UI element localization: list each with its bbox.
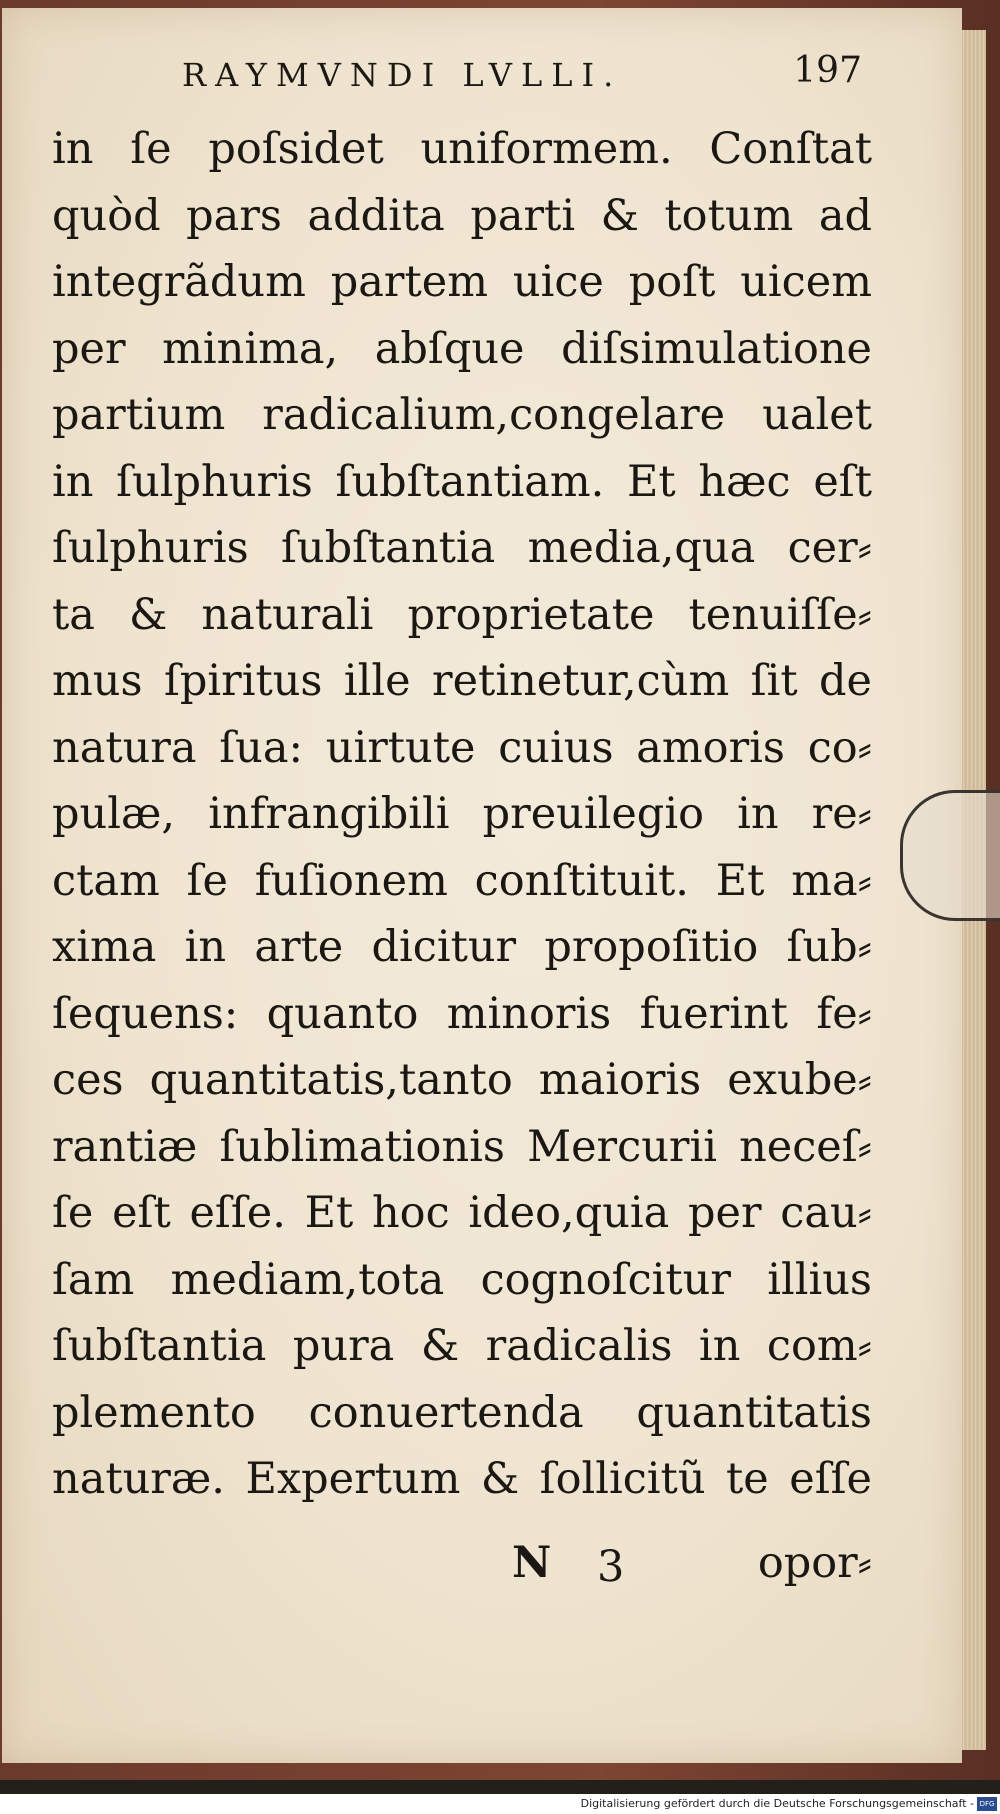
text-line: ſulphuris ſubſtantia media,qua cer⸗ [52, 523, 872, 573]
text-line: natura ſua: uirtute cuius amoris co⸗ [52, 722, 872, 773]
text-line: ſequens: quanto minoris fuerint fe⸗ [52, 988, 872, 1039]
text-line: pulæ, infrangibili preuilegio in re⸗ [52, 789, 872, 839]
text-block [52, 116, 872, 1513]
text-line: quòd pars addita parti & totum ad [52, 190, 872, 241]
page-footer [512, 1538, 872, 1598]
text-line: ſe eſt eſſe. Et hoc ideo,quia per cau⸗ [52, 1188, 872, 1238]
page-header [182, 50, 862, 106]
text-line: per minima, abſque diſsimulatione [52, 323, 872, 374]
catchword: opor⸗ [757, 1538, 872, 1588]
text-line: partium radicalium,congelare ualet [52, 390, 872, 440]
text-line: xima in arte dicitur propoſitio ſub⸗ [52, 922, 872, 972]
book-clasp [900, 790, 1000, 921]
text-line: rantiæ ſublimationis Mercurii neceſ⸗ [52, 1121, 872, 1172]
text-line: in ſe poſsidet uniformem. Conſtat [52, 124, 872, 174]
text-line: in ſulphuris ſubſtantiam. Et hæc eſt [52, 456, 872, 507]
text-line: ces quantitatis,tanto maioris exube⸗ [52, 1055, 872, 1105]
text-line: ſam mediam,tota cognoſcitur illius [52, 1254, 872, 1305]
text-line: integrãdum partem uice poſt uicem [52, 257, 872, 307]
text-line: ſubſtantia pura & radicalis in com⸗ [52, 1321, 872, 1371]
text-line: ctam ſe fuſionem conſtituit. Et ma⸗ [52, 855, 872, 906]
running-head: RAYMVNDI LVLLI. [182, 56, 623, 94]
book-page [2, 8, 962, 1763]
text-line: naturæ. Expertum & ſollicitũ te eſſe [52, 1454, 872, 1504]
text-line: ta & naturali proprietate tenuiſſe⸗ [52, 589, 872, 640]
signature-number: 3 [597, 1542, 625, 1592]
credit-bar [0, 1794, 1000, 1814]
digitization-credit: Digitalisierung gefördert durch die Deutsche Forschungsgemeinschaft - [580, 1797, 974, 1810]
dfg-logo: DFG [977, 1797, 997, 1811]
text-line: mus ſpiritus ille retinetur,cùm ſit de [52, 656, 872, 706]
text-line: plemento conuertenda quantitatis [52, 1387, 872, 1438]
page-number: 197 [793, 50, 862, 91]
signature-mark: N [512, 1538, 552, 1588]
